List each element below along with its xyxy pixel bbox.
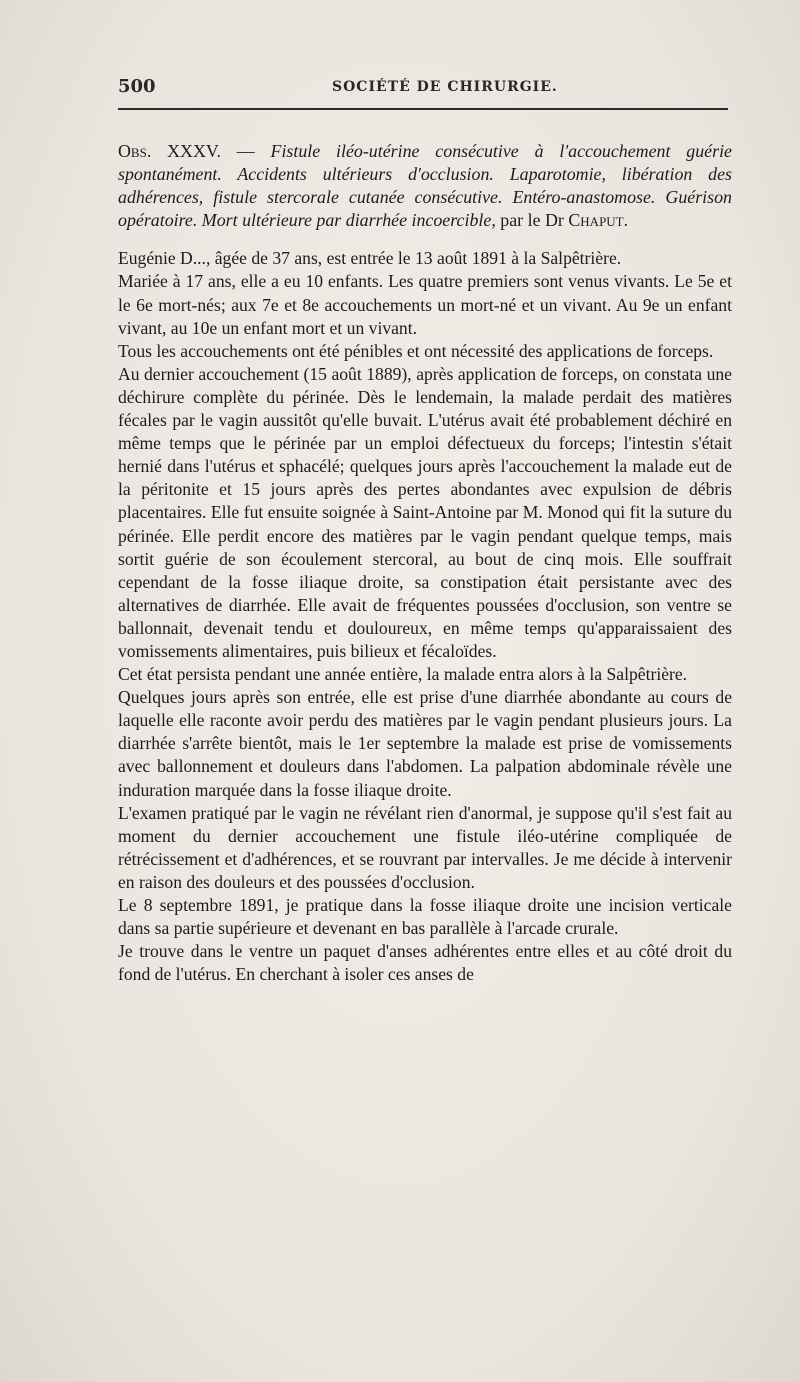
paragraph: Eugénie D..., âgée de 37 ans, est entrée le 13 août 1891 à la Salpêtrière. (118, 248, 622, 269)
observation-by: par le Dr (500, 210, 564, 231)
observation-heading (118, 140, 732, 232)
paragraph: Je trouve dans le ventre un paquet d'anses adhérentes entre elles et au côté droit du fond de l'utérus. En cherchant à isoler ces anses de (118, 941, 732, 985)
paragraph: Cet état persista pendant une année entière, la malade entra alors à la Salpêtrière. (118, 664, 688, 685)
paragraph: Mariée à 17 ans, elle a eu 10 enfants. Les quatre premiers sont venus vivants. Le 5e et le 6e mort-nés; aux 7e et 8e accouchements un mort-né et un vivant. Au 9e un enfant vivant, au 10e un enfant mort et un vivant. (118, 271, 732, 338)
body-text (118, 140, 732, 986)
observation-title: Fistule iléo-utérine consécutive à l'accouchement guérie spontanément. Accidents ultérieurs d'occlusion. Laparotomie, libération des adhérences, fistule stercorale cutanée consécutive. Entéro-anastomose. Guérison opératoire. Mort ultérieure par diarrhée incoercible, (118, 141, 732, 231)
paragraph: Tous les accouchements ont été pénibles et ont nécessité des applications de forceps. (118, 340, 714, 361)
paragraph: Quelques jours après son entrée, elle est prise d'une diarrhée abondante au cours de laquelle elle raconte avoir perdu des matières par le vagin pendant plusieurs jours. La diarrhée s'arrête bientôt, mais le 1er septembre la malade est prise de vomissements avec ballonnement et douleurs dans l'abdomen. La palpation abdominale révèle une induration marquée dans la fosse iliaque droite. (118, 687, 732, 800)
observation-label: Obs. XXXV. — (118, 141, 255, 161)
paragraph: Au dernier accouchement (15 août 1889), après application de forceps, on constata une déchirure complète du périnée. Dès le lendemain, la malade perdait des matières fécales par le vagin aussitôt qu'elle buvait. L'utérus avait été probablement déchiré en même temps que le périnée par un emploi défectueux du forceps; l'intestin s'était hernié dans l'utérus et sphacélé; quelques jours après l'accouchement la malade eut de la péritonite et 15 jours après des pertes abondantes avec expulsion de débris placentaires. Elle fut ensuite soignée à Saint-Antoine par M. Monod qui fit la suture du périnée. Elle perdit encore des matières par le vagin pendant quelque temps, mais sortit guérie de son écoulement stercoral, au bout de cinq mois. Elle souffrait cependant de la fosse iliaque droite, sa constipation était persistante avec des alternatives de diarrhée. Elle avait de fréquentes poussées d'occlusion, son ventre se ballonnait, devenait tendu et douloureux, en même temps qu'apparaissaient des vomissements alimentaires, puis bilieux et fécaloïdes. (118, 363, 732, 661)
running-title: SOCIÉTÉ DE CHIRURGIE. (332, 79, 558, 95)
page-header (118, 76, 730, 100)
paragraph: Le 8 septembre 1891, je pratique dans la fosse iliaque droite une incision verticale dans sa partie supérieure et devenant en bas parallèle à l'arcade crurale. (118, 895, 732, 939)
paragraph: L'examen pratiqué par le vagin ne révélant rien d'anormal, je suppose qu'il s'est fait au moment du dernier accouchement une fistule iléo-utérine compliquée de rétrécissement et d'adhérences, et se rouvrant par intervalles. Je me décide à intervenir en raison des douleurs et des poussées d'occlusion. (118, 802, 732, 892)
header-rule (118, 108, 728, 110)
observation-author: Chaput. (568, 210, 629, 231)
page-number: 500 (118, 76, 156, 97)
